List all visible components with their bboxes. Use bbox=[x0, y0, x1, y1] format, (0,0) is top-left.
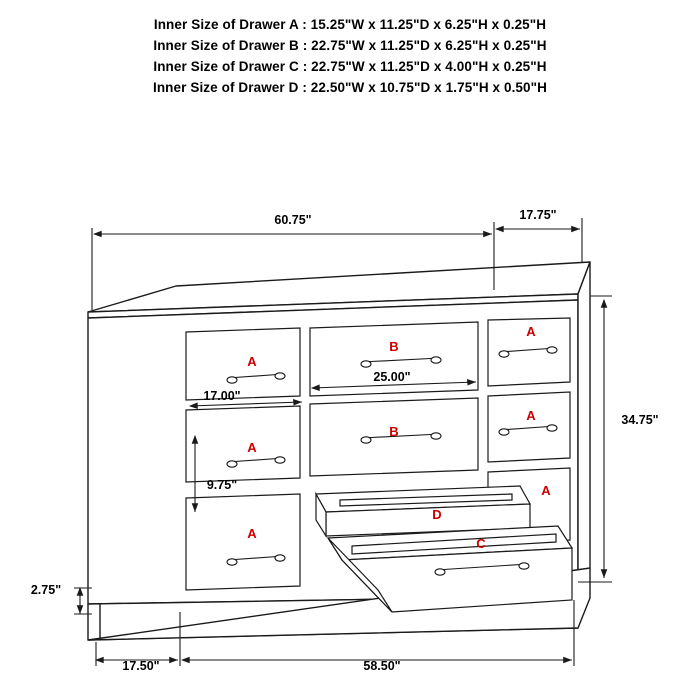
dim-drawer-height: 9.75" bbox=[206, 478, 238, 492]
dim-base-width: 58.50" bbox=[363, 659, 401, 673]
dim-right-height: 34.75" bbox=[621, 413, 659, 427]
drawer-front-a-mid-right bbox=[488, 392, 570, 462]
open-drawer-d bbox=[316, 486, 530, 536]
drawer-front-a-bottom-left bbox=[186, 494, 300, 590]
dim-base-depth: 17.50" bbox=[122, 659, 160, 673]
dim-drawer-a-width: 17.00" bbox=[203, 389, 241, 403]
label-drawer-b-mid: B bbox=[389, 424, 399, 439]
label-drawer-b-top: B bbox=[389, 339, 399, 354]
label-drawer-d: D bbox=[432, 507, 442, 522]
label-drawer-a-top-left: A bbox=[247, 354, 257, 369]
spec-line-d: Inner Size of Drawer D : 22.50"W x 10.75"D x 1.75"H x 0.50"H bbox=[152, 80, 548, 95]
label-drawer-c: C bbox=[476, 536, 486, 551]
dim-base-height: 2.75" bbox=[30, 583, 62, 597]
label-drawer-a-top-right: A bbox=[526, 324, 536, 339]
label-drawer-a-bottom-left: A bbox=[247, 526, 257, 541]
drawer-front-a-mid-left bbox=[186, 406, 300, 482]
label-drawer-a-mid-right: A bbox=[526, 408, 536, 423]
spec-line-c: Inner Size of Drawer C : 22.75"W x 11.25"D x 4.00"H x 0.25"H bbox=[153, 59, 547, 74]
dim-top-depth: 17.75" bbox=[519, 208, 557, 222]
dim-top-width: 60.75" bbox=[274, 213, 312, 227]
label-drawer-a-lower-right: A bbox=[541, 483, 551, 498]
spec-line-a: Inner Size of Drawer A : 15.25"W x 11.25"D x 6.25"H x 0.25"H bbox=[153, 17, 547, 32]
right-side-panel bbox=[578, 262, 590, 596]
dim-drawer-b-width: 25.00" bbox=[373, 370, 411, 384]
label-drawer-a-mid-left: A bbox=[247, 440, 257, 455]
spec-line-b: Inner Size of Drawer B : 22.75"W x 11.25"D x 6.25"H x 0.25"H bbox=[153, 38, 547, 53]
